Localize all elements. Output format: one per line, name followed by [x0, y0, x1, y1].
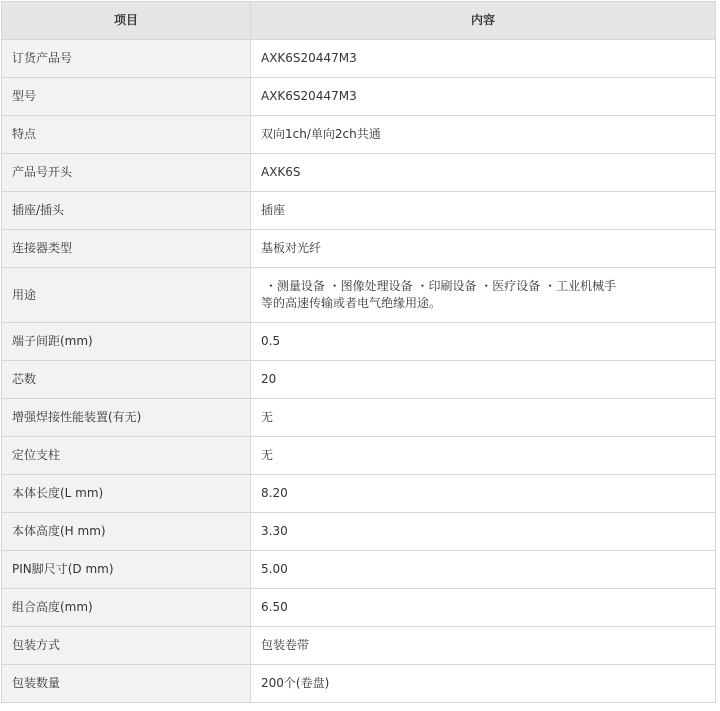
row-value: AXK6S	[251, 154, 716, 192]
table-row	[2, 268, 716, 323]
row-label: 本体长度(L mm)	[2, 475, 251, 513]
row-value: 200个(卷盘)	[251, 665, 716, 703]
row-value: 插座	[251, 192, 716, 230]
row-label: 定位支柱	[2, 437, 251, 475]
usage-line-1: ・测量设备 ・图像处理设备 ・印刷设备 ・医疗设备 ・工业机械手	[261, 279, 617, 293]
table-row	[2, 78, 716, 116]
table-row	[2, 323, 716, 361]
table-row	[2, 192, 716, 230]
row-label: 特点	[2, 116, 251, 154]
row-value	[251, 268, 716, 323]
row-value: AXK6S20447M3	[251, 40, 716, 78]
row-label: 组合高度(mm)	[2, 589, 251, 627]
row-value: 5.00	[251, 551, 716, 589]
table-row	[2, 513, 716, 551]
table-row	[2, 40, 716, 78]
table-row	[2, 437, 716, 475]
row-value: 20	[251, 361, 716, 399]
table-row	[2, 627, 716, 665]
row-label: PIN脚尺寸(D mm)	[2, 551, 251, 589]
row-label: 用途	[2, 268, 251, 323]
table-row	[2, 551, 716, 589]
table-row	[2, 665, 716, 703]
row-label: 插座/插头	[2, 192, 251, 230]
row-value: 无	[251, 437, 716, 475]
row-label: 产品号开头	[2, 154, 251, 192]
row-label: 端子间距(mm)	[2, 323, 251, 361]
usage-line-2: 等的高速传输或者电气绝缘用途。	[261, 296, 442, 310]
row-label: 订货产品号	[2, 40, 251, 78]
table-row	[2, 154, 716, 192]
row-value: 3.30	[251, 513, 716, 551]
table-row	[2, 116, 716, 154]
row-value: 8.20	[251, 475, 716, 513]
table-row	[2, 230, 716, 268]
row-label: 包装数量	[2, 665, 251, 703]
row-label: 本体高度(H mm)	[2, 513, 251, 551]
row-value: 0.5	[251, 323, 716, 361]
header-content: 内容	[251, 2, 716, 40]
table-row	[2, 361, 716, 399]
row-label: 增强焊接性能装置(有无)	[2, 399, 251, 437]
row-value: 6.50	[251, 589, 716, 627]
row-label: 包装方式	[2, 627, 251, 665]
row-value: AXK6S20447M3	[251, 78, 716, 116]
row-label: 型号	[2, 78, 251, 116]
table-row	[2, 399, 716, 437]
spec-table	[1, 1, 716, 703]
table-header-row	[2, 2, 716, 40]
row-value: 基板对光纤	[251, 230, 716, 268]
row-label: 芯数	[2, 361, 251, 399]
table-row	[2, 589, 716, 627]
row-value: 包装卷带	[251, 627, 716, 665]
header-item: 项目	[2, 2, 251, 40]
table-row	[2, 475, 716, 513]
row-value: 无	[251, 399, 716, 437]
row-value: 双向1ch/单向2ch共通	[251, 116, 716, 154]
row-label: 连接器类型	[2, 230, 251, 268]
